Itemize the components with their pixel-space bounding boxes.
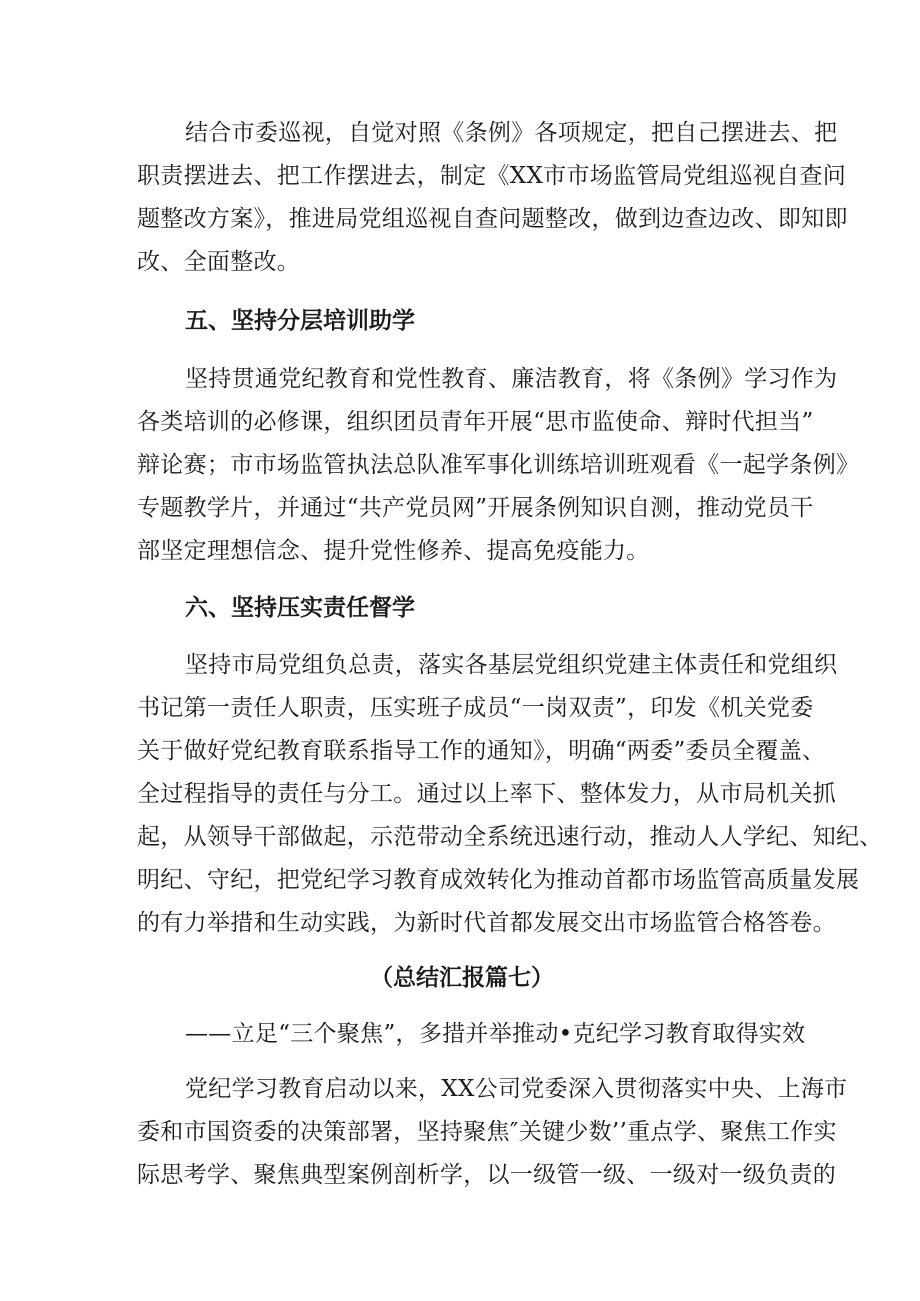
paragraph-line: 辩论赛；市市场监管执法总队准军事化训练培训班观看《一起学条例》 bbox=[137, 452, 860, 478]
paragraph-line: 各类培训的必修课，组织团员青年开展“思市监使命、辩时代担当” bbox=[137, 409, 814, 435]
paragraph-line: 党纪学习教育启动以来，XX公司党委深入贯彻落实中央、上海市 bbox=[185, 1076, 848, 1102]
paragraph-line: 专题教学片，并通过“共产党员网”开展条例知识自测，推动党员干 bbox=[137, 495, 814, 521]
paragraph-line: 题整改方案》，推进局党组巡视自查问题整改，做到边查边改、即知即 bbox=[137, 206, 848, 232]
paragraph-line: 坚持市局党组负总责，落实各基层党组织党建主体责任和党组织 bbox=[185, 652, 838, 678]
paragraph-line: 的有力举措和生动实践，为新时代首都发展交出市场监管合格答卷。 bbox=[137, 910, 836, 936]
paragraph-line: 部坚定理想信念、提升党性修养、提高免疫能力。 bbox=[137, 538, 650, 564]
paragraph-line: 际思考学、聚焦典型案例剖析学，以一级管一级、一级对一级负责的 bbox=[137, 1162, 836, 1188]
section-title: （总结汇报篇七） bbox=[370, 965, 554, 991]
paragraph-line: 委和市国资委的决策部署，坚持聚焦″关键少数’’重点学、聚焦工作实 bbox=[137, 1119, 837, 1145]
paragraph-line: 职责摆进去、把工作摆进去，制定《XX市市场监管局党组巡视自查问 bbox=[137, 163, 847, 189]
paragraph-line: 关于做好党纪教育联系指导工作的通知》，明确“两委”委员全覆盖、 bbox=[137, 738, 826, 764]
paragraph-line: 结合市委巡视，自觉对照《条例》各项规定，把自己摆进去、把 bbox=[185, 120, 838, 146]
subtitle: ——立足“三个聚焦”，多措并举推动•克纪学习教育取得实效 bbox=[185, 1021, 806, 1047]
paragraph-line: 起，从领导干部做起，示范带动全系统迅速行动，推动人人学纪、知纪、 bbox=[137, 824, 883, 850]
section-heading-6: 六、坚持压实责任督学 bbox=[185, 595, 415, 621]
paragraph-line: 坚持贯通党纪教育和党性教育、廉洁教育，将《条例》学习作为 bbox=[185, 366, 838, 392]
paragraph-line: 改、全面整改。 bbox=[137, 249, 301, 275]
section-heading-5: 五、坚持分层培训助学 bbox=[185, 308, 415, 334]
paragraph-line: 全过程指导的责任与分工。通过以上率下、整体发力，从市局机关抓 bbox=[137, 781, 836, 807]
paragraph-line: 书记第一责任人职责，压实班子成员“一岗双责”，印发《机关党委 bbox=[137, 695, 814, 721]
paragraph-line: 明纪、守纪，把党纪学习教育成效转化为推动首都市场监管高质量发展 bbox=[137, 867, 860, 893]
